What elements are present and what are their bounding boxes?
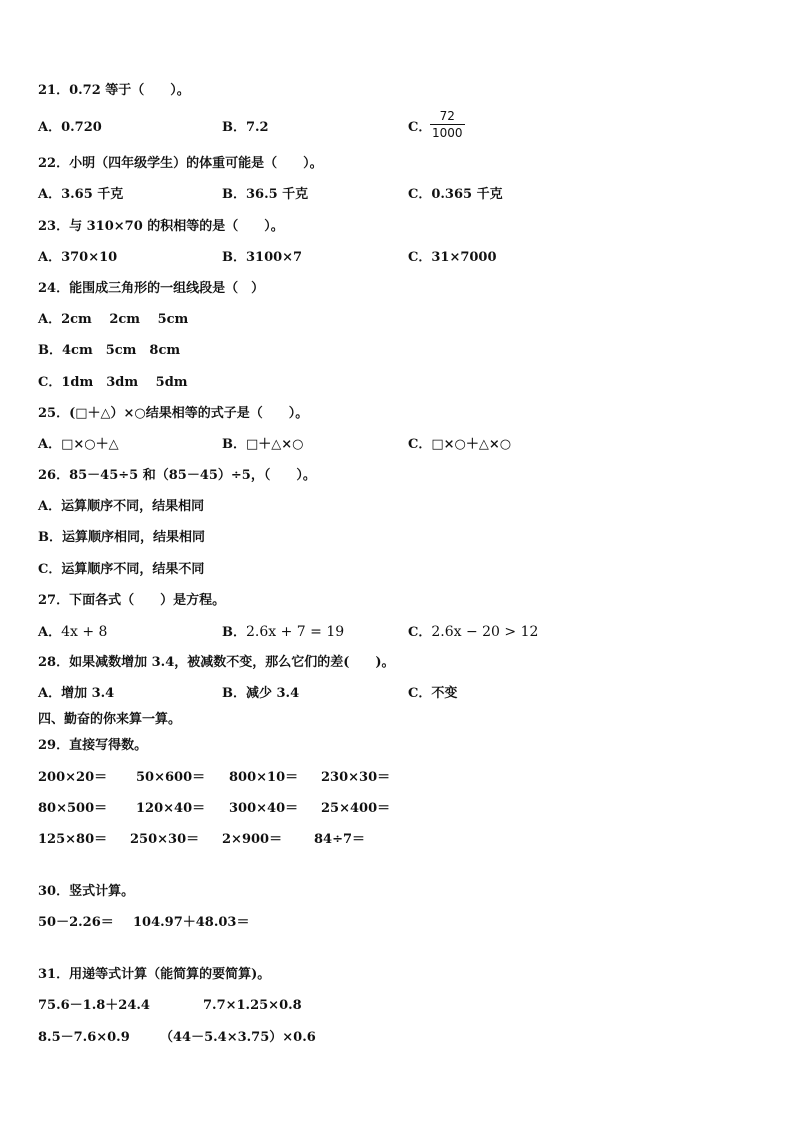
q27-option-c-expr: 2.6x − 20 > 12	[431, 624, 539, 640]
q27-option-c-label: C．	[408, 625, 432, 640]
q27-stem: 27．下面各式（ ）是方程。	[38, 593, 226, 608]
q26-stem: 26．85－45÷5 和（85－45）÷5，（ ）。	[38, 468, 316, 483]
q25-option-b[interactable]: B．□＋△×○	[222, 437, 304, 452]
q27-option-a[interactable]	[38, 624, 107, 641]
q26-option-a[interactable]: A．运算顺序不同，结果相同	[38, 499, 205, 514]
q22-option-a[interactable]: A．3.65 千克	[38, 187, 124, 202]
q25-option-c[interactable]: C．□×○＋△×○	[408, 437, 512, 452]
q27-option-a-label: A．	[38, 625, 62, 640]
q31-r1-c1: 75.6－1.8＋24.4	[38, 998, 150, 1013]
q29-r3-c3: 2×900＝	[222, 832, 283, 847]
q26-option-c[interactable]: C．运算顺序不同，结果不同	[38, 562, 205, 577]
q24-option-b[interactable]: B．4cm 5cm 8cm	[38, 343, 181, 358]
q24-option-c[interactable]: C．1dm 3dm 5dm	[38, 375, 188, 390]
q24-stem: 24．能围成三角形的一组线段是（ ）	[38, 281, 265, 296]
q24-option-a[interactable]: A．2cm 2cm 5cm	[38, 312, 189, 327]
q22-stem: 22．小明（四年级学生）的体重可能是（ ）。	[38, 156, 323, 171]
q27-option-c[interactable]	[408, 624, 538, 641]
section-4-heading: 四、勤奋的你来算一算。	[38, 712, 182, 727]
q27-option-b[interactable]	[222, 624, 344, 641]
q23-stem: 23．与 310×70 的积相等的是（ ）。	[38, 219, 284, 234]
q29-r2-c1: 80×500＝	[38, 801, 108, 816]
q26-option-b[interactable]: B．运算顺序相同，结果相同	[38, 530, 205, 545]
q29-r1-c4: 230×30＝	[321, 770, 391, 785]
q29-r1-c1: 200×20＝	[38, 770, 108, 785]
q27-option-b-label: B．	[222, 625, 246, 640]
q31-stem: 31．用递等式计算（能简算的要简算)。	[38, 967, 271, 982]
q22-option-c[interactable]: C．0.365 千克	[408, 187, 503, 202]
fraction-denominator: 1000	[432, 126, 463, 140]
q23-option-c[interactable]: C．31×7000	[408, 250, 497, 265]
q21-stem: 21．0.72 等于（ ）。	[38, 83, 190, 98]
q29-r2-c4: 25×400＝	[321, 801, 391, 816]
q29-r2-c3: 300×40＝	[229, 801, 299, 816]
q28-option-a[interactable]: A．增加 3.4	[38, 686, 115, 701]
q30-item-1: 50－2.26＝	[38, 915, 114, 930]
q28-option-c[interactable]: C．不变	[408, 686, 458, 701]
q21-option-c-label: C．	[408, 120, 432, 135]
q29-r1-c3: 800×10＝	[229, 770, 299, 785]
q29-r1-c2: 50×600＝	[136, 770, 206, 785]
q29-r3-c2: 250×30＝	[130, 832, 200, 847]
q23-option-a[interactable]: A．370×10	[38, 250, 118, 265]
q31-r1-c2: 7.7×1.25×0.8	[203, 998, 302, 1013]
q21-option-b[interactable]: B．7.2	[222, 120, 269, 135]
q27-option-b-expr: 2.6x + 7 = 19	[246, 624, 345, 640]
q31-r2-c2: （44－5.4×3.75）×0.6	[160, 1030, 316, 1045]
q29-r3-c4: 84÷7＝	[314, 832, 366, 847]
q29-stem: 29．直接写得数。	[38, 738, 148, 753]
q27-option-a-expr: 4x + 8	[61, 624, 108, 640]
q28-stem: 28．如果减数增加 3.4，被减数不变，那么它们的差( )。	[38, 655, 395, 670]
q29-r2-c2: 120×40＝	[136, 801, 206, 816]
q22-option-b[interactable]: B．36.5 千克	[222, 187, 309, 202]
q30-stem: 30．竖式计算。	[38, 884, 135, 899]
q31-r2-c1: 8.5－7.6×0.9	[38, 1030, 130, 1045]
q21-option-a[interactable]: A．0.720	[38, 120, 102, 135]
q21-option-c[interactable]	[408, 120, 431, 136]
fraction-numerator: 72	[430, 108, 465, 125]
q30-item-2: 104.97＋48.03＝	[133, 915, 250, 930]
q21-fraction	[430, 108, 465, 141]
q23-option-b[interactable]: B．3100×7	[222, 250, 303, 265]
q29-r3-c1: 125×80＝	[38, 832, 108, 847]
q28-option-b[interactable]: B．减少 3.4	[222, 686, 300, 701]
q25-option-a[interactable]: A．□×○＋△	[38, 437, 119, 452]
q25-stem: 25．(□＋△）×○结果相等的式子是（ ）。	[38, 406, 309, 421]
